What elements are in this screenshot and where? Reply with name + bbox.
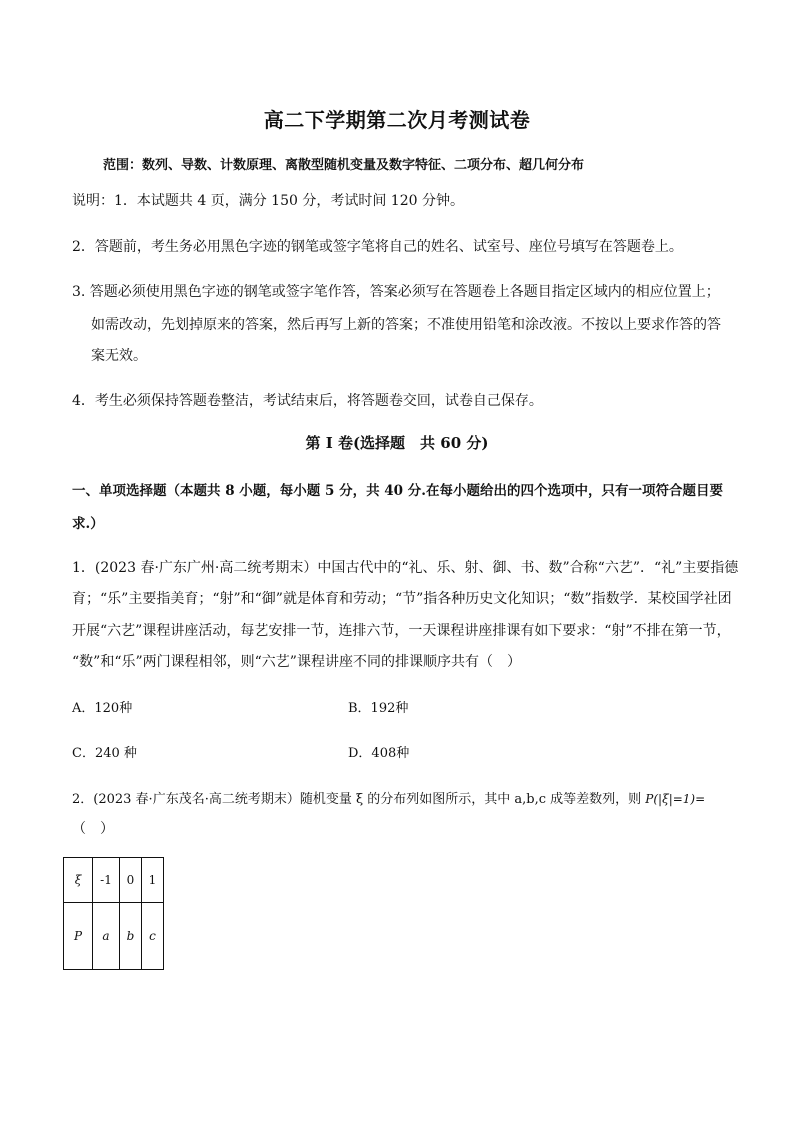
- table-row: [64, 903, 164, 970]
- question-2-text: 2．(2023 春·广东茂名·高二统考期末）随机变量 ξ 的分布列如图所示，其中 a,b,c 成等差数列，则: [72, 792, 642, 807]
- table-cell: P: [64, 903, 93, 970]
- table-cell: a: [93, 903, 120, 970]
- option-d: D．408种: [348, 746, 410, 761]
- table-cell: -1: [93, 858, 120, 903]
- table-cell: 1: [142, 858, 164, 903]
- question-2-line1: [72, 788, 705, 807]
- instruction-3a: 3. 答题必须使用黑色字迹的钢笔或签字笔作答，答案必须写在答题卷上各题目指定区域内的相应位置上；: [72, 284, 720, 300]
- table-cell: c: [142, 903, 164, 970]
- question-1-line1: 1．(2023 春·广东广州·高二统考期末）中国古代中的“礼、乐、射、御、书、数”合称“六艺”．“礼”主要指德: [72, 560, 739, 576]
- section-heading-line1: 一、单项选择题（本题共 8 小题，每小题 5 分，共 40 分.在每小题给出的四个选项中，只有一项符合题目要: [72, 483, 723, 499]
- question-1-line2: 育；“乐”主要指美育；“射”和“御”就是体育和劳动；“节”指各种历史文化知识；“数”指数学．某校国学社团: [72, 591, 732, 607]
- question-1-line4: “数”和“乐”两门课程相邻，则“六艺”课程讲座不同的排课顺序共有（ ）: [72, 654, 521, 670]
- probability-formula: P(|ξ|=1)=: [645, 792, 706, 806]
- section-heading-line2: 求.）: [72, 516, 104, 532]
- question-2-line2: （ ）: [72, 821, 114, 837]
- table-row: [64, 858, 164, 903]
- instruction-3c: 案无效。: [91, 348, 147, 364]
- option-a: A．120种: [72, 701, 133, 716]
- table-cell: 0: [120, 858, 142, 903]
- question-1-line3: 开展“六艺”课程讲座活动，每艺安排一节，连排六节，一天课程讲座排课有如下要求：“射”不排在第一节，: [72, 623, 731, 639]
- section-title: 第 I 卷(选择题 共 60 分): [305, 434, 489, 452]
- distribution-table: [63, 857, 164, 970]
- instruction-1: 说明：1．本试题共 4 页，满分 150 分，考试时间 120 分钟。: [72, 193, 464, 209]
- exam-scope: 范围：数列、导数、计数原理、离散型随机变量及数字特征、二项分布、超几何分布: [103, 158, 585, 173]
- page-title: 高二下学期第二次月考测试卷: [263, 108, 531, 132]
- instruction-2: 2．答题前，考生务必用黑色字迹的钢笔或签字笔将自己的姓名、试室号、座位号填写在答题卷上。: [72, 239, 683, 255]
- table-cell: b: [120, 903, 142, 970]
- instruction-4: 4．考生必须保持答题卷整洁，考试结束后，将答题卷交回，试卷自己保存。: [72, 393, 543, 409]
- instruction-3b: 如需改动，先划掉原来的答案，然后再写上新的答案；不准使用铅笔和涂改液。不按以上要求作答的答: [91, 317, 721, 333]
- option-c: C．240 种: [72, 746, 137, 761]
- option-b: B．192种: [348, 701, 409, 716]
- table-cell: ξ: [64, 858, 93, 903]
